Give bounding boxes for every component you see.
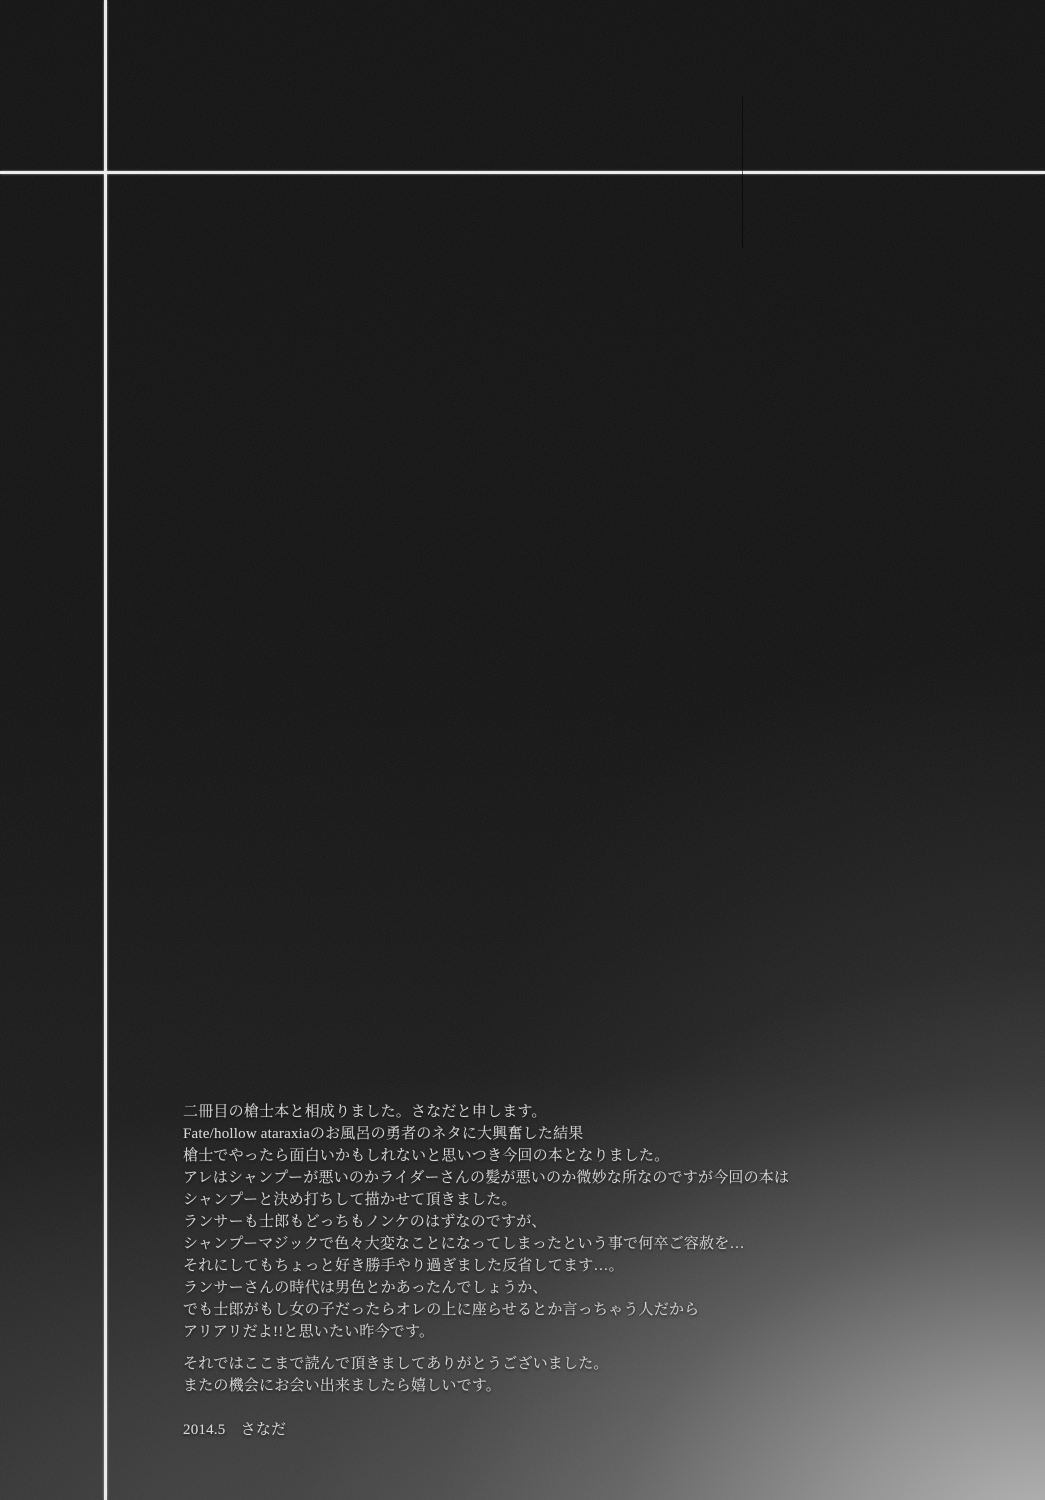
- scan-artifact-scratch-line: [742, 96, 743, 248]
- afterword-line-7: シャンプーマジックで色々大変なことになってしまったという事で何卒ご容赦を…: [183, 1236, 745, 1252]
- afterword-line-3: 槍士でやったら面白いかもしれないと思いつき今回の本となりました。: [183, 1148, 670, 1164]
- afterword-line-1: 二冊目の槍士本と相成りました。さなだと申します。: [183, 1104, 547, 1120]
- closing-line-2: またの機会にお会い出来ましたら嬉しいです。: [183, 1378, 502, 1394]
- signature-date-line: 2014.5 さなだ: [183, 1422, 287, 1438]
- afterword-line-4: アレはシャンプーが悪いのかライダーさんの髪が悪いのか微妙な所なのですが今回の本は: [183, 1170, 790, 1186]
- afterword-line-11: アリアリだよ!!と思いたい昨今です。: [183, 1324, 435, 1340]
- afterword-line-5: シャンプーと決め打ちして描かせて頂きました。: [183, 1192, 517, 1208]
- afterword-line-2: Fate/hollow ataraxiaのお風呂の勇者のネタに大興奮した結果: [183, 1126, 584, 1142]
- page-rule-vertical-line: [104, 0, 107, 1500]
- closing-line-1: それではここまで読んで頂きましてありがとうございました。: [183, 1356, 609, 1372]
- afterword-line-6: ランサーも士郎もどっちもノンケのはずなのですが、: [183, 1214, 547, 1230]
- page-rule-horizontal-line: [0, 171, 1045, 174]
- afterword-line-10: でも士郎がもし女の子だったらオレの上に座らせるとか言っちゃう人だから: [183, 1302, 700, 1318]
- afterword-paragraph-main: [183, 1101, 789, 1343]
- afterword-paragraph-closing: [183, 1353, 609, 1397]
- afterword-line-9: ランサーさんの時代は男色とかあったんでしょうか、: [183, 1280, 548, 1296]
- afterword-line-8: それにしてもちょっと好き勝手やり過ぎました反省してます…。: [183, 1258, 624, 1274]
